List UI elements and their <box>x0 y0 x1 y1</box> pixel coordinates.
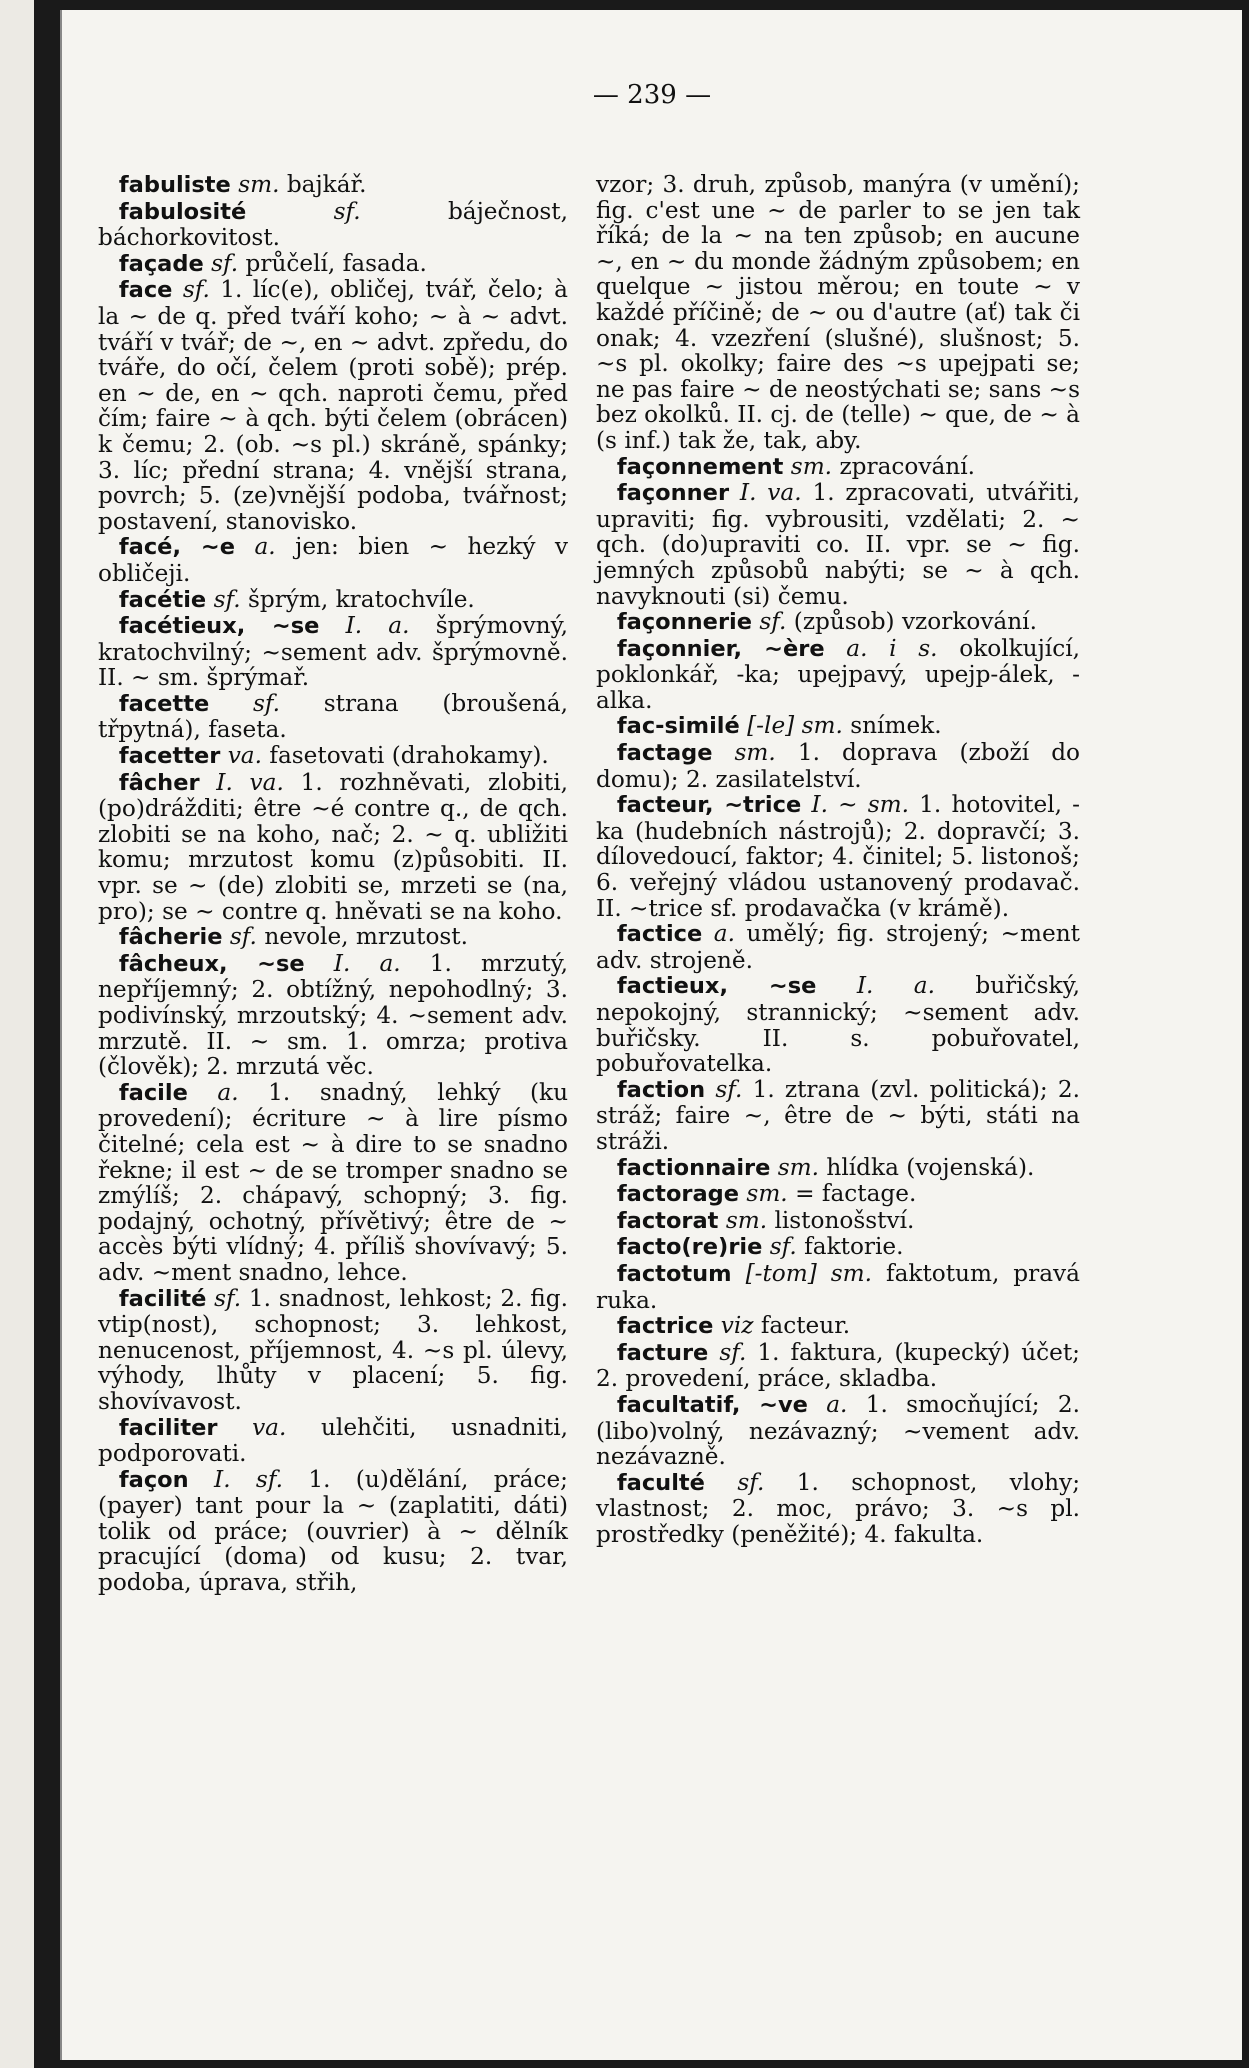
dictionary-entry <box>98 1080 568 1286</box>
entry-headword: fac-similé <box>616 713 740 740</box>
entry-part-of-speech: sm. <box>790 452 833 480</box>
entry-part-of-speech: sf. <box>737 1468 765 1496</box>
dictionary-entry <box>596 480 1080 609</box>
dictionary-entry <box>596 454 1080 481</box>
dictionary-entry <box>596 172 1080 454</box>
entry-definition: šprým, kratochvíle. <box>247 585 475 613</box>
entry-part-of-speech: viz <box>720 1312 754 1340</box>
entry-headword: facétie <box>118 586 207 613</box>
entry-headword: facilité <box>118 1285 207 1312</box>
entry-part-of-speech: sf. <box>211 249 239 277</box>
entry-headword: facteur, ~trice <box>616 792 802 819</box>
entry-part-of-speech: I. a. <box>345 612 410 640</box>
entry-headword: face <box>118 277 173 304</box>
entry-headword: façon <box>118 1466 189 1493</box>
entry-headword: façonnement <box>616 453 784 480</box>
entry-definition: snímek. <box>850 712 942 740</box>
entry-headword: faction <box>616 1076 706 1103</box>
entry-part-of-speech: [-le] sm. <box>747 712 843 740</box>
entry-part-of-speech: sf. <box>759 608 787 636</box>
entry-definition: 1. schopnost, vlohy; vlastnost; 2. moc, právo; 3. ~s pl. prostředky (peněžité); 4. fakulta. <box>596 1468 1081 1548</box>
dictionary-page <box>60 10 1242 2060</box>
dictionary-entry <box>596 740 1080 792</box>
entry-headword: fâcherie <box>118 924 223 951</box>
entry-definition: 1. rozhněvati, zlobiti, (po)drážditi; être ~é contre q., de qch. zlobiti se na koho, nač; 2. ~ q. ubližiti komu; mrzutost komu (z)působiti. II. vpr. se ~ (de) zlobiti se, mrzeti se (na, pro); se ~ contre q. hněvati se na koho. <box>98 768 569 925</box>
entry-definition: 1. ztrana (zvl. politická); 2. stráž; faire ~, être de ~ býti, státi na stráži. <box>596 1075 1081 1155</box>
entry-part-of-speech: sf. <box>182 276 210 304</box>
entry-headword: façonner <box>616 480 730 507</box>
entry-part-of-speech: sf. <box>333 197 361 225</box>
entry-headword: factage <box>616 740 713 767</box>
entry-definition: 1. smocňující; 2. (libo)volný, nezávazný; ~vement adv. nezávazně. <box>596 1390 1081 1471</box>
entry-part-of-speech: a. <box>217 1078 239 1106</box>
dictionary-entry <box>98 951 568 1080</box>
entry-part-of-speech: I. sf. <box>214 1465 283 1493</box>
entry-headword: facé, ~e <box>118 534 236 561</box>
entry-part-of-speech: a. <box>826 1390 848 1418</box>
dictionary-entry <box>596 636 1080 714</box>
dictionary-entry <box>596 1340 1080 1392</box>
entry-definition: bajkář. <box>286 171 367 198</box>
dictionary-entry <box>596 713 1080 740</box>
page-number: — 239 — <box>592 80 712 110</box>
entry-headword: fâcher <box>118 769 200 796</box>
entry-part-of-speech: sf. <box>229 923 257 951</box>
dictionary-entry <box>98 924 568 951</box>
entry-headword: facette <box>118 690 210 717</box>
dictionary-entry <box>98 691 568 743</box>
entry-definition: listonošství. <box>774 1206 915 1234</box>
dictionary-entry <box>596 1155 1080 1182</box>
entry-definition: šprýmovný, kratochvilný; ~sement adv. šprýmovně. II. ~ sm. šprýmař. <box>98 612 568 692</box>
entry-definition: 1. snadnost, lehkost; 2. fig. vtip(nost), schopnost; 3. lehkost, nenucenost, příjemnost, 4. ~s pl. úlevy, výhody, lhůty v placení; 5. fig. shovívavost. <box>98 1284 568 1415</box>
entry-definition: faktotum, pravá ruka. <box>596 1259 1080 1314</box>
entry-headword: factionnaire <box>616 1154 771 1181</box>
entry-definition: 1. snadný, lehký (ku provedení); écriture ~ à lire písmo čitelné; cela est ~ à dire to se snadno řekne; il est ~ de se tromper snadno se zmýlíš; 2. chápavý, schopný; 3. fig. podajný, ochotný, přívětivý; être de ~ accès býti vlídný; 4. příliš shovívavý; 5. adv. ~ment snadno, lehce. <box>98 1078 568 1286</box>
dictionary-entry <box>596 1470 1080 1548</box>
dictionary-entry <box>596 973 1080 1076</box>
entry-definition: facteur. <box>760 1312 851 1340</box>
entry-part-of-speech: sf. <box>252 689 280 717</box>
entry-headword: factotum <box>616 1260 732 1287</box>
dictionary-entry <box>596 1077 1080 1155</box>
entry-part-of-speech: sm. <box>238 171 280 198</box>
entry-headword: facultatif, ~ve <box>616 1391 808 1418</box>
entry-definition: okolkující, poklonkář, -ka; upejpavý, upejp-álek, -alka. <box>596 634 1080 714</box>
dictionary-entry <box>596 1234 1080 1261</box>
entry-definition: umělý; fig. strojený; ~ment adv. strojeně. <box>596 920 1080 974</box>
entry-definition: faktorie. <box>804 1233 904 1261</box>
entry-definition: 1. líc(e), obličej, tvář, čelo; à la ~ de q. před tváří koho; ~ à ~ advt. tváří v tvář; de ~, en ~ advt. zpředu, do tváře, do očí, čelem (proti sobě); prép. en ~ de, en ~ qch. naproti čemu, před čím; faire ~ à qch. býti čelem (obrácen) k čemu; 2. (ob. ~s pl.) skráně, spánky; 3. líc; přední strana; 4. vnější strana, povrch; 5. (ze)vnější podoba, tvářnost; postavení, stanovisko. <box>98 276 568 535</box>
entry-headword: factorat <box>616 1207 719 1234</box>
dictionary-entry <box>98 534 568 586</box>
entry-definition: báječnost, báchorkovitost. <box>98 197 569 252</box>
dictionary-entry <box>596 1181 1080 1208</box>
entry-headword: facétieux, ~se <box>118 613 320 640</box>
entry-part-of-speech: sm. <box>746 1180 788 1208</box>
dictionary-entry <box>98 277 568 534</box>
entry-headword: factice <box>616 921 703 948</box>
dictionary-entry <box>596 1313 1080 1340</box>
entry-definition: hlídka (vojenská). <box>826 1153 1035 1181</box>
entry-definition: průčelí, fasada. <box>245 249 427 277</box>
dictionary-entry <box>98 587 568 614</box>
entry-part-of-speech: sm. <box>725 1206 768 1234</box>
entry-definition: fasetovati (drahokamy). <box>269 742 549 770</box>
right-column <box>596 172 1080 1547</box>
entry-part-of-speech: I. a. <box>856 972 935 1000</box>
entry-definition: nevole, mrzutost. <box>264 923 468 951</box>
entry-part-of-speech: sf. <box>719 1338 747 1366</box>
dictionary-entry <box>596 609 1080 636</box>
entry-definition: jen: bien ~ hezký v obličeji. <box>98 533 569 587</box>
dictionary-entry <box>98 199 568 251</box>
entry-headword: factieux, ~se <box>616 973 817 1000</box>
entry-part-of-speech: va. <box>252 1413 287 1441</box>
entry-headword: faciliter <box>118 1414 218 1441</box>
dictionary-entry <box>98 1286 568 1415</box>
dictionary-entry <box>596 921 1080 973</box>
entry-part-of-speech: I. va. <box>739 479 802 507</box>
entry-part-of-speech: sf. <box>214 1284 242 1312</box>
entry-part-of-speech: sf. <box>213 585 241 613</box>
entry-headword: factrice <box>616 1313 714 1340</box>
dictionary-entry <box>98 251 568 278</box>
entry-part-of-speech: sf. <box>769 1233 797 1261</box>
entry-definition: 1. doprava (zboží do domu); 2. zasilatelství. <box>596 739 1081 793</box>
entry-headword: fabuliste <box>118 172 231 198</box>
entry-definition: (způsob) vzorkování. <box>793 608 1037 636</box>
dictionary-entry <box>98 770 568 925</box>
entry-definition: 1. (u)dělání, práce; (payer) tant pour la ~ (zaplatiti, dáti) tolik od práce; (ouvrier) à ~ dělník pracující (doma) od kusu; 2. tvar, podoba, úprava, střih, <box>98 1465 568 1597</box>
entry-part-of-speech: a. <box>254 533 276 561</box>
entry-part-of-speech: sm. <box>777 1153 820 1181</box>
entry-headword: facile <box>118 1079 188 1106</box>
entry-headword: facture <box>616 1339 709 1366</box>
entry-headword: façonnier, ~ère <box>616 635 825 662</box>
entry-part-of-speech: a. <box>713 920 735 948</box>
entry-part-of-speech: I. ~ sm. <box>811 791 909 819</box>
dictionary-entry <box>596 1208 1080 1235</box>
entry-part-of-speech: a. i s. <box>846 634 938 662</box>
entry-part-of-speech: [-tom] sm. <box>745 1259 873 1287</box>
dictionary-entry <box>98 1467 568 1596</box>
dictionary-entry <box>596 1392 1080 1470</box>
entry-headword: facto(re)rie <box>616 1234 763 1261</box>
entry-definition: zpracování. <box>839 452 975 480</box>
entry-part-of-speech: I. a. <box>333 949 401 977</box>
entry-headword: façade <box>118 250 204 277</box>
entry-definition: 1. zpracovati, utvářiti, upraviti; fig. vybrousiti, vzdělati; 2. ~ qch. (do)upraviti co. II. vpr. se ~ fig. jemných způsobů nabýti; se ~ à qch. navyknouti (si) čemu. <box>596 479 1081 610</box>
entry-part-of-speech: sf. <box>715 1075 743 1103</box>
entry-definition: vzor; 3. druh, způsob, manýra (v umění); fig. c'est une ~ de parler to se jen tak říká; de la ~ na ten způsob; en aucune ~, en ~ du monde žádným způsobem; en quelque ~ jistou měrou; en toute ~ v každé příčině; de ~ ou d'autre (ať) tak či onak; 4. vzezření (slušné), slušnost; 5. ~s pl. okolky; faire des ~s upejpati se; ne pas faire ~ de neostýchati se; sans ~s bez okolků. II. cj. de (telle) ~ que, de ~ à (s inf.) tak že, tak, aby. <box>596 171 1080 454</box>
entry-part-of-speech: I. va. <box>216 768 284 796</box>
adjacent-page-edge <box>0 0 34 2068</box>
entry-headword: facetter <box>118 743 221 770</box>
entry-definition: strana (broušená, třpytná), faseta. <box>98 689 568 744</box>
entry-definition: 1. faktura, (kupecký) účet; 2. provedení, práce, skladba. <box>596 1338 1080 1393</box>
dictionary-entry <box>98 172 568 199</box>
entry-headword: fâcheux, ~se <box>118 950 305 977</box>
dictionary-entry <box>98 613 568 691</box>
entry-headword: factorage <box>616 1181 740 1208</box>
entry-definition: 1. hotovitel, -ka (hudebních nástrojů); 2. dopravčí; 3. dílovedoucí, faktor; 4. činitel; 5. listonoš; 6. veřejný vládou ustanovený prodavač. II. ~trice sf. prodavačka (v krámě). <box>596 791 1081 922</box>
entry-definition: buřičský, nepokojný, strannický; ~sement adv. buřičsky. II. s. pobuřovatel, pobuřovatelka. <box>596 972 1080 1078</box>
entry-definition: = factage. <box>795 1180 917 1208</box>
dictionary-entry <box>98 743 568 770</box>
entry-part-of-speech: va. <box>227 742 262 770</box>
entry-headword: faculté <box>616 1469 705 1496</box>
dictionary-entry <box>596 792 1080 921</box>
entry-definition: ulehčiti, usnadniti, podporovati. <box>98 1413 569 1468</box>
entry-headword: façonnerie <box>616 609 753 636</box>
dictionary-entry <box>98 1415 568 1467</box>
left-column <box>98 172 568 1596</box>
entry-headword: fabulosité <box>118 198 247 225</box>
dictionary-entry <box>596 1261 1080 1313</box>
entry-definition: 1. mrzutý, nepříjemný; 2. obtížný, nepohodlný; 3. podivínský, mrzoutský; 4. ~sement adv. mrzutě. II. ~ sm. 1. omrza; protiva (člověk); 2. mrzutá věc. <box>98 949 568 1081</box>
entry-part-of-speech: sm. <box>734 739 776 767</box>
